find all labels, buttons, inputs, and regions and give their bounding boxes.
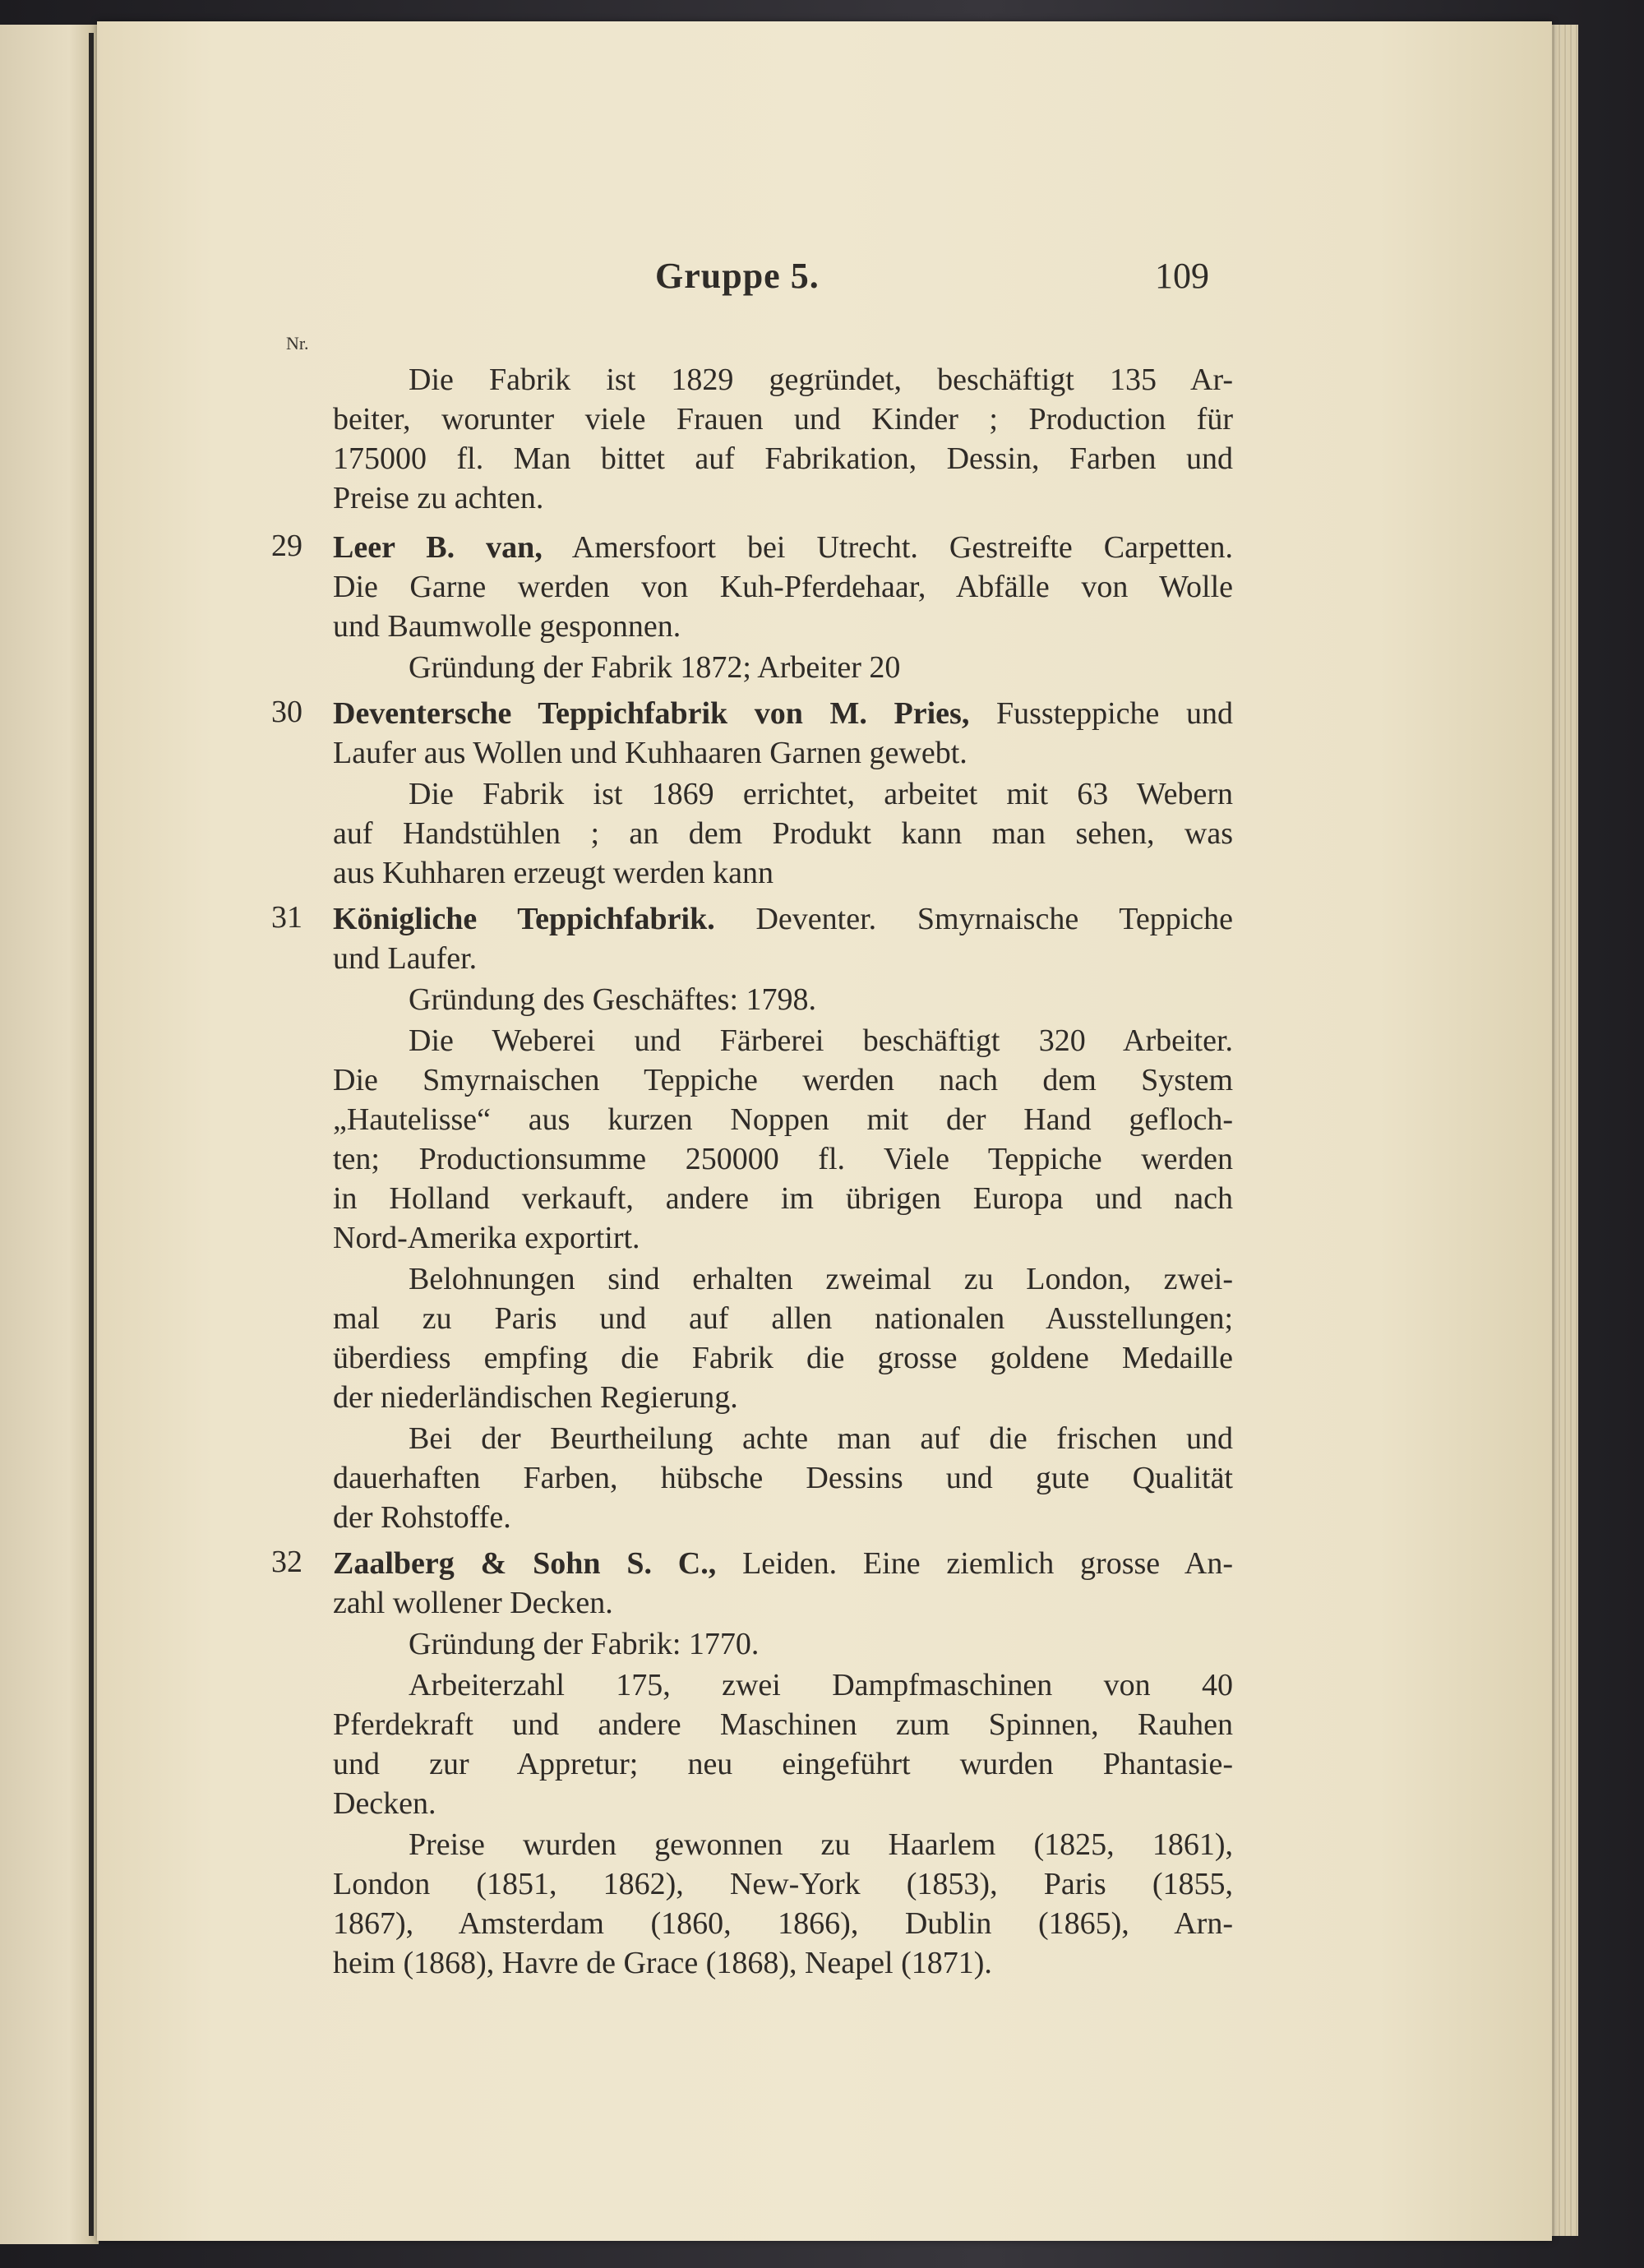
text-line: überdiess empfing die Fabrik die grosse goldene Medaille (333, 1341, 1233, 1375)
text-line: London (1851, 1862), New-York (1853), Paris (1855, (333, 1867, 1233, 1901)
text-line: Die Fabrik ist 1829 gegründet, beschäftigt 135 Ar- (409, 363, 1233, 397)
paragraph (333, 1624, 1233, 1664)
paragraph (333, 1021, 1233, 1258)
paragraph (333, 360, 1233, 518)
entry-paragraph (333, 528, 1233, 646)
page-header (0, 255, 1644, 304)
text-line: Gründung der Fabrik 1872; Arbeiter 20 (409, 650, 901, 685)
text-line: Belohnungen sind erhalten zweimal zu London, zwei- (409, 1262, 1233, 1296)
exhibitor-name: Leer B. van, (333, 530, 543, 565)
exhibitor-name: Deventersche Teppichfabrik von M. Pries, (333, 696, 970, 731)
exhibitor-name: Königliche Teppichfabrik. (333, 902, 715, 936)
paragraph (333, 774, 1233, 893)
entry-description: Deventer. Smyrnaische Teppiche (714, 902, 1233, 936)
entry-first-line (333, 528, 1233, 567)
exhibitor-name: Zaalberg & Sohn S. C., (333, 1546, 717, 1581)
text-line: auf Handstühlen ; an dem Produkt kann man sehen, was (333, 816, 1233, 851)
paragraph (333, 1419, 1233, 1537)
entry-number: 29 (271, 529, 302, 563)
text-line: zahl wollener Decken. (333, 1586, 613, 1620)
paragraph (333, 1665, 1233, 1823)
text-line: ten; Productionsumme 250000 fl. Viele Teppiche werden (333, 1142, 1233, 1176)
text-line: Die Weberei und Färberei beschäftigt 320 Arbeiter. (409, 1023, 1233, 1058)
text-line: Nord-Amerika exportirt. (333, 1221, 640, 1255)
entry-number: 31 (271, 900, 302, 935)
entry-number: 30 (271, 695, 302, 729)
nr-label: Nr. (286, 333, 309, 353)
paragraph (333, 1259, 1233, 1417)
text-line: heim (1868), Havre de Grace (1868), Neapel (1871). (333, 1946, 992, 1980)
text-line: aus Kuhharen erzeugt werden kann (333, 856, 774, 890)
text-line: und Baumwolle gesponnen. (333, 609, 681, 644)
text-line: Die Fabrik ist 1869 errichtet, arbeitet mit 63 Webern (409, 777, 1233, 811)
text-line: mal zu Paris und auf allen nationalen Ausstellungen; (333, 1301, 1233, 1336)
text-line: und zur Appretur; neu eingeführt wurden Phantasie- (333, 1747, 1233, 1781)
page-number: 109 (1155, 256, 1209, 296)
text-line: in Holland verkauft, andere im übrigen Europa und nach (333, 1181, 1233, 1216)
paragraph (333, 980, 1233, 1019)
entry-first-line (333, 694, 1233, 733)
text-line: Preise wurden gewonnen zu Haarlem (1825, 1861), (409, 1827, 1233, 1862)
text-line: 175000 fl. Man bittet auf Fabrikation, Dessin, Farben und (333, 441, 1233, 476)
entry-paragraph (333, 1544, 1233, 1623)
entry-paragraph (333, 694, 1233, 773)
text-line: und Laufer. (333, 941, 478, 976)
text-line: Decken. (333, 1786, 436, 1821)
text-line: Gründung des Geschäftes: 1798. (409, 982, 817, 1017)
entry-description: Leiden. Eine ziemlich grosse An- (716, 1546, 1233, 1581)
entry-number: 32 (271, 1545, 302, 1579)
text-line: 1867), Amsterdam (1860, 1866), Dublin (1865), Arn- (333, 1906, 1233, 1941)
paragraph (333, 648, 1233, 687)
text-line: der niederländischen Regierung. (333, 1380, 738, 1415)
entry-first-line (333, 1544, 1233, 1583)
running-title: Gruppe 5. (655, 256, 820, 296)
entry-description: Amersfoort bei Utrecht. Gestreifte Carpetten. (542, 530, 1233, 565)
gutter-shadow (89, 33, 94, 2236)
text-line: Pferdekraft und andere Maschinen zum Spinnen, Rauhen (333, 1707, 1233, 1742)
left-page-edge (0, 25, 99, 2244)
paragraph (333, 1825, 1233, 1983)
text-line: Bei der Beurtheilung achte man auf die frischen und (409, 1421, 1233, 1456)
text-line: beiter, worunter viele Frauen und Kinder ; Production für (333, 402, 1233, 437)
text-line: Preise zu achten. (333, 481, 544, 515)
entry-first-line (333, 899, 1233, 939)
text-line: „Hautelisse“ aus kurzen Noppen mit der Hand gefloch- (333, 1102, 1233, 1137)
text-line: dauerhaften Farben, hübsche Dessins und gute Qualität (333, 1461, 1233, 1495)
text-line: Die Garne werden von Kuh-Pferdehaar, Abfälle von Wolle (333, 570, 1233, 604)
text-line: Arbeiterzahl 175, zwei Dampfmaschinen von 40 (409, 1668, 1233, 1702)
entry-paragraph (333, 899, 1233, 978)
entry-description: Fussteppiche und (969, 696, 1233, 731)
text-line: Gründung der Fabrik: 1770. (409, 1627, 760, 1661)
text-line: Laufer aus Wollen und Kuhhaaren Garnen gewebt. (333, 736, 967, 770)
text-line: der Rohstoffe. (333, 1500, 511, 1535)
text-line: Die Smyrnaischen Teppiche werden nach dem System (333, 1063, 1233, 1097)
